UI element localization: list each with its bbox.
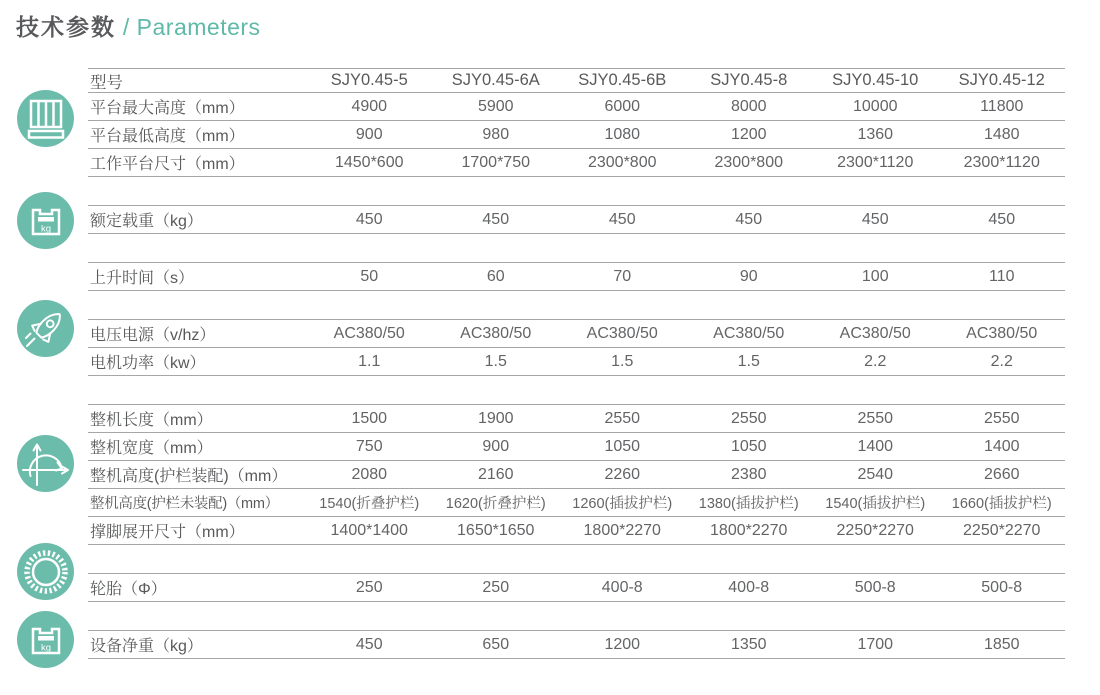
axes-dimensions-icon	[17, 435, 74, 492]
table-row	[88, 120, 1065, 148]
cell-value: 900	[482, 437, 510, 455]
cell-value: SJY0.45-10	[832, 71, 919, 89]
cell-value: 90	[739, 267, 758, 285]
cell-value: 1540(折叠护栏)	[319, 496, 420, 512]
row-label: 额定载重（kg）	[90, 213, 203, 230]
page-title	[16, 12, 261, 42]
cell-value: 1800*2270	[710, 521, 788, 539]
cell-value: SJY0.45-12	[958, 71, 1045, 89]
cell-value: 1620(折叠护栏)	[445, 496, 546, 512]
cell-value: 1050	[730, 437, 767, 455]
cell-value: 450	[735, 210, 763, 228]
cell-value: 1500	[351, 409, 388, 427]
table-row	[88, 92, 1065, 120]
row-label: 撑脚展开尺寸（mm）	[90, 524, 245, 541]
cell-value: 50	[360, 267, 379, 285]
cell-value: 1800*2270	[583, 521, 661, 539]
cell-value: 400-8	[601, 578, 643, 596]
row-label: 整机高度(护栏装配)（mm）	[90, 468, 288, 485]
cell-value: 2660	[983, 465, 1020, 483]
row-label: 轮胎（Φ）	[90, 581, 167, 598]
cell-value: 2160	[477, 465, 514, 483]
rocket-icon	[17, 300, 74, 357]
cell-value: 450	[482, 210, 510, 228]
table-groups	[88, 68, 1065, 659]
cell-value: 1700*750	[461, 153, 530, 171]
tire-icon	[17, 543, 74, 600]
cell-value: 1260(插拔护栏)	[572, 496, 673, 512]
cell-value: 750	[355, 437, 383, 455]
cell-value: SJY0.45-8	[710, 71, 788, 89]
cell-value: AC380/50	[966, 324, 1038, 342]
weight-kg-icon	[17, 192, 74, 249]
cell-value: 2380	[730, 465, 767, 483]
cell-value: 8000	[730, 97, 767, 115]
table-row	[88, 432, 1065, 460]
cell-value: 500-8	[854, 578, 896, 596]
row-label: 上升时间（s）	[90, 270, 195, 287]
table-row	[88, 404, 1065, 432]
table-row	[88, 262, 1065, 290]
cell-value: 2550	[730, 409, 767, 427]
table-row	[88, 148, 1065, 176]
table-group	[88, 319, 1065, 376]
cell-value: 1200	[604, 635, 641, 653]
cell-value: 1360	[857, 125, 894, 143]
cell-value: SJY0.45-6A	[451, 71, 540, 89]
cell-value: 2080	[351, 465, 388, 483]
cell-value: 70	[613, 267, 632, 285]
table-group	[88, 630, 1065, 659]
cell-value: 2300*800	[714, 153, 783, 171]
row-label: 平台最低高度（mm）	[90, 128, 245, 145]
cell-value: 2550	[604, 409, 641, 427]
platform-railing-icon	[17, 90, 74, 147]
table-row	[88, 347, 1065, 375]
cell-value: 110	[988, 267, 1015, 285]
cell-value: 1700	[857, 635, 894, 653]
cell-value: 4900	[351, 97, 388, 115]
cell-value: 1.1	[358, 352, 381, 370]
cell-value: 5900	[477, 97, 514, 115]
page-header	[16, 12, 261, 42]
cell-value: 1050	[604, 437, 641, 455]
cell-value: 1850	[983, 635, 1020, 653]
row-label: 设备净重（kg）	[90, 638, 203, 655]
cell-value: 2300*1120	[963, 153, 1040, 171]
cell-value: SJY0.45-5	[330, 71, 408, 89]
cell-value: 450	[355, 210, 383, 228]
cell-value: AC380/50	[586, 324, 658, 342]
cell-value: 2540	[857, 465, 894, 483]
cell-value: 2.2	[864, 352, 887, 370]
cell-value: 1200	[730, 125, 767, 143]
table-row	[88, 516, 1065, 544]
title-separator: /	[116, 14, 137, 40]
cell-value: 2550	[983, 409, 1020, 427]
svg-text:kg: kg	[40, 642, 51, 653]
table-group	[88, 573, 1065, 602]
cell-value: 2300*800	[587, 153, 657, 171]
cell-value: SJY0.45-6B	[578, 71, 667, 89]
cell-value: 1400*1400	[330, 521, 408, 539]
row-label: 整机宽度（mm）	[90, 440, 213, 457]
row-label: 整机高度(护栏未装配)（mm）	[90, 496, 279, 512]
cell-value: 2250*2270	[836, 521, 914, 539]
table-row	[88, 573, 1065, 601]
table-group	[88, 262, 1065, 291]
cell-value: 2260	[604, 465, 641, 483]
cell-value: 1900	[477, 409, 514, 427]
cell-value: 2250*2270	[963, 521, 1041, 539]
cell-value: 100	[861, 267, 889, 285]
cell-value: AC380/50	[839, 324, 911, 342]
row-label: 整机长度（mm）	[90, 412, 213, 429]
cell-value: 1.5	[611, 352, 634, 370]
cell-value: 1.5	[484, 352, 507, 370]
row-label: 平台最大高度（mm）	[90, 100, 245, 117]
cell-value: 2550	[857, 409, 894, 427]
weight-kg-icon	[17, 611, 74, 668]
table-row	[88, 319, 1065, 347]
cell-value: 1.5	[737, 352, 760, 370]
parameters-table	[88, 68, 1065, 687]
cell-value: 1660(插拔护栏)	[951, 496, 1052, 512]
cell-value: 2.2	[990, 352, 1013, 370]
cell-value: 1480	[983, 125, 1020, 143]
cell-value: 450	[988, 210, 1016, 228]
table-row	[88, 460, 1065, 488]
page-title-en: Parameters	[136, 14, 261, 40]
cell-value: 1400	[983, 437, 1020, 455]
cell-value: 450	[861, 210, 889, 228]
table-group	[88, 404, 1065, 545]
row-label: 电压电源（v/hz）	[90, 327, 216, 344]
model-header-row	[88, 68, 1065, 92]
cell-value: 450	[608, 210, 636, 228]
cell-value: 11800	[980, 97, 1024, 115]
cell-value: 1400	[857, 437, 894, 455]
cell-value: 980	[482, 125, 510, 143]
table-group	[88, 205, 1065, 234]
table-row	[88, 630, 1065, 658]
cell-value: 2300*1120	[837, 153, 914, 171]
cell-value: 1080	[604, 125, 641, 143]
cell-value: 1450*600	[334, 153, 404, 171]
cell-value: AC380/50	[460, 324, 532, 342]
cell-value: 1540(插拔护栏)	[825, 496, 926, 512]
page-title-zh: 技术参数	[16, 14, 116, 40]
cell-value: 250	[482, 578, 510, 596]
cell-value: AC380/50	[333, 324, 405, 342]
cell-value: 60	[486, 267, 505, 285]
svg-text:kg: kg	[40, 223, 51, 234]
cell-value: 1650*1650	[457, 521, 535, 539]
table-group	[88, 68, 1065, 177]
cell-value: 500-8	[981, 578, 1023, 596]
cell-value: 1380(插拔护栏)	[698, 496, 799, 512]
cell-value: 1350	[730, 635, 767, 653]
table-row	[88, 488, 1065, 516]
cell-value: 10000	[853, 97, 898, 115]
row-label: 电机功率（kw）	[90, 355, 206, 372]
cell-value: 250	[355, 578, 383, 596]
cell-value: 900	[355, 125, 383, 143]
cell-value: 400-8	[728, 578, 770, 596]
cell-value: 650	[482, 635, 510, 653]
row-label: 型号	[90, 73, 123, 92]
cell-value: 450	[355, 635, 383, 653]
cell-value: AC380/50	[713, 324, 785, 342]
row-label: 工作平台尺寸（mm）	[90, 156, 245, 173]
table-row	[88, 205, 1065, 233]
cell-value: 6000	[604, 97, 641, 115]
